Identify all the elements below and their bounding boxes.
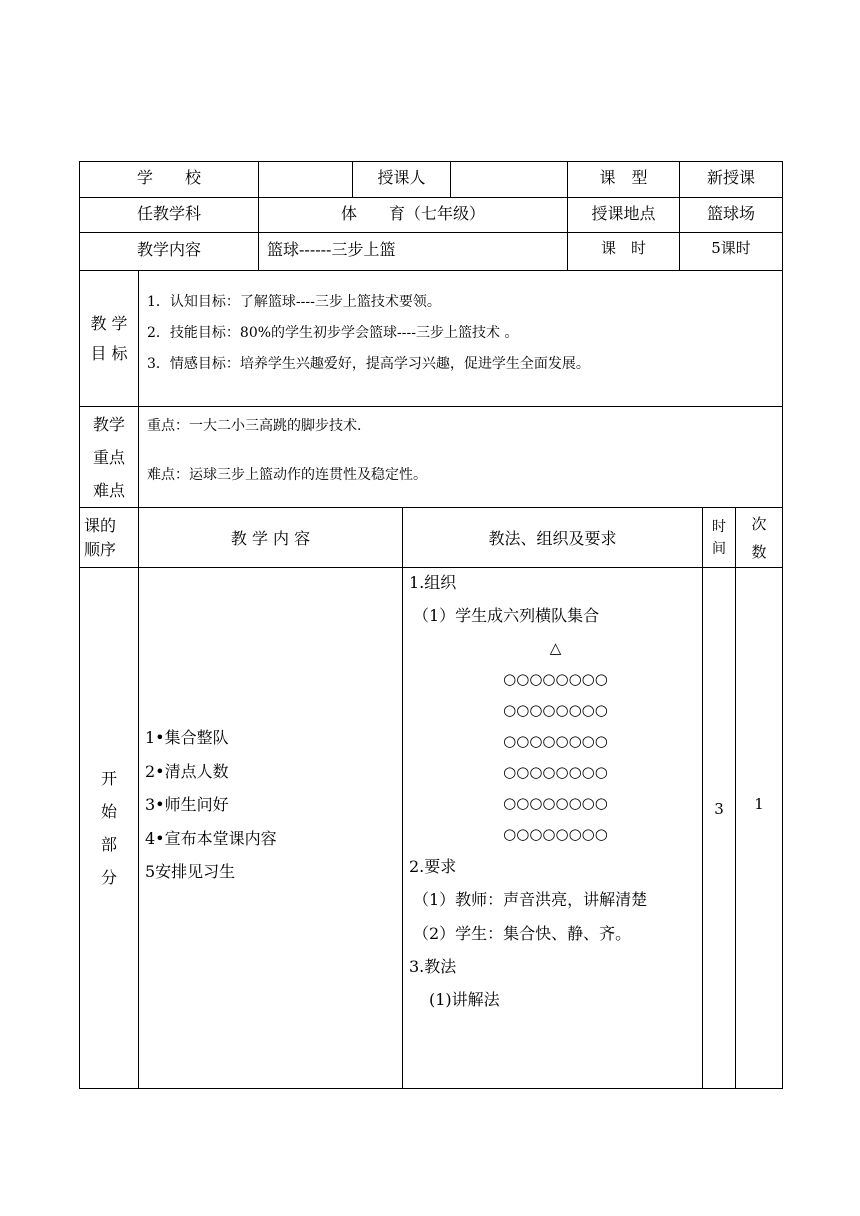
content-label: 教学内容 xyxy=(80,233,259,271)
keypoints-label-line1: 教学 xyxy=(92,414,125,434)
teacher-value xyxy=(451,162,568,198)
goal-item: 2．技能目标：80%的学生初步学会篮球----三步上篮技术 。 xyxy=(147,325,519,341)
goal-item: 3．情感目标：培养学生兴趣爱好，提高学习兴趣，促进学生全面发展。 xyxy=(147,356,590,372)
count-header-line1: 次 xyxy=(751,514,767,533)
school-label: 学 校 xyxy=(80,162,259,198)
body-table xyxy=(79,270,783,1089)
content-item: 2•清点人数 xyxy=(145,761,229,781)
section-char: 开 xyxy=(100,769,117,788)
keypoints-label-cell xyxy=(80,407,139,508)
goals-content-cell xyxy=(139,271,783,407)
focus-text: 重点：一大二小三高跳的脚步技术. xyxy=(147,418,362,434)
time-header-line2: 间 xyxy=(712,540,726,557)
teacher-label: 授课人 xyxy=(353,162,451,198)
lesson-type-label: 课 型 xyxy=(568,162,680,198)
goal-item: 1．认知目标：了解篮球----三步上篮技术要领。 xyxy=(147,294,441,310)
keypoints-label-line2: 重点 xyxy=(92,447,125,467)
section-cell xyxy=(80,568,139,1089)
student-row: ○○○○○○○○ xyxy=(503,824,608,843)
req-item: （1）教师：声音洪亮，讲解清楚 xyxy=(413,890,648,910)
header-table xyxy=(79,161,783,271)
student-row: ○○○○○○○○ xyxy=(503,762,608,781)
student-row: ○○○○○○○○ xyxy=(503,731,608,750)
content-item: 5安排见习生 xyxy=(145,862,236,881)
content-item: 4•宣布本堂课内容 xyxy=(145,828,277,848)
student-row: ○○○○○○○○ xyxy=(503,793,608,812)
order-header-line2: 顺序 xyxy=(84,539,117,559)
lesson-type-value: 新授课 xyxy=(680,162,783,198)
teach-title: 3.教法 xyxy=(409,957,457,977)
req-title: 2.要求 xyxy=(409,856,457,876)
content-value: 篮球------三步上篮 xyxy=(259,233,568,271)
method-cell xyxy=(403,568,703,1089)
req-item: （2）学生：集合快、静、齐。 xyxy=(413,923,632,943)
school-value xyxy=(259,162,353,198)
content-header: 教 学 内 容 xyxy=(139,508,403,568)
content-item: 3•师生问好 xyxy=(145,795,229,814)
teach-item: (1)讲解法 xyxy=(429,990,500,1010)
location-label: 授课地点 xyxy=(568,198,680,233)
count-header xyxy=(736,508,783,568)
hours-label: 课 时 xyxy=(568,233,680,271)
org-item: （1）学生成六列横队集合 xyxy=(413,606,600,626)
subject-value: 体 育（七年级） xyxy=(259,198,568,233)
goals-label-line2: 目 标 xyxy=(90,343,128,363)
content-cell xyxy=(139,568,403,1089)
time-header xyxy=(703,508,736,568)
org-title: 1.组织 xyxy=(409,573,457,592)
count-header-line2: 数 xyxy=(751,542,767,561)
hours-value: 5课时 xyxy=(680,233,783,271)
section-char: 部 xyxy=(100,835,117,854)
section-char: 始 xyxy=(100,802,117,821)
difficulty-text: 难点：运球三步上篮动作的连贯性及稳定性。 xyxy=(147,467,427,483)
section-char: 分 xyxy=(100,868,117,887)
time-value: 3 xyxy=(703,568,736,1089)
goals-label-cell xyxy=(80,271,139,407)
keypoints-content-cell xyxy=(139,407,783,508)
keypoints-label-line3: 难点 xyxy=(92,480,125,500)
teacher-mark: △ xyxy=(549,638,562,657)
count-value: 1 xyxy=(736,568,783,1089)
location-value: 篮球场 xyxy=(680,198,783,233)
time-header-line1: 时 xyxy=(712,518,726,535)
method-header: 教法、组织及要求 xyxy=(403,508,703,568)
content-item: 1•集合整队 xyxy=(145,728,229,747)
student-row: ○○○○○○○○ xyxy=(503,669,608,688)
goals-label-line1: 教 学 xyxy=(90,313,128,333)
order-header xyxy=(80,508,139,568)
student-row: ○○○○○○○○ xyxy=(503,700,608,719)
subject-label: 任教学科 xyxy=(80,198,259,233)
order-header-line1: 课的 xyxy=(84,515,117,535)
